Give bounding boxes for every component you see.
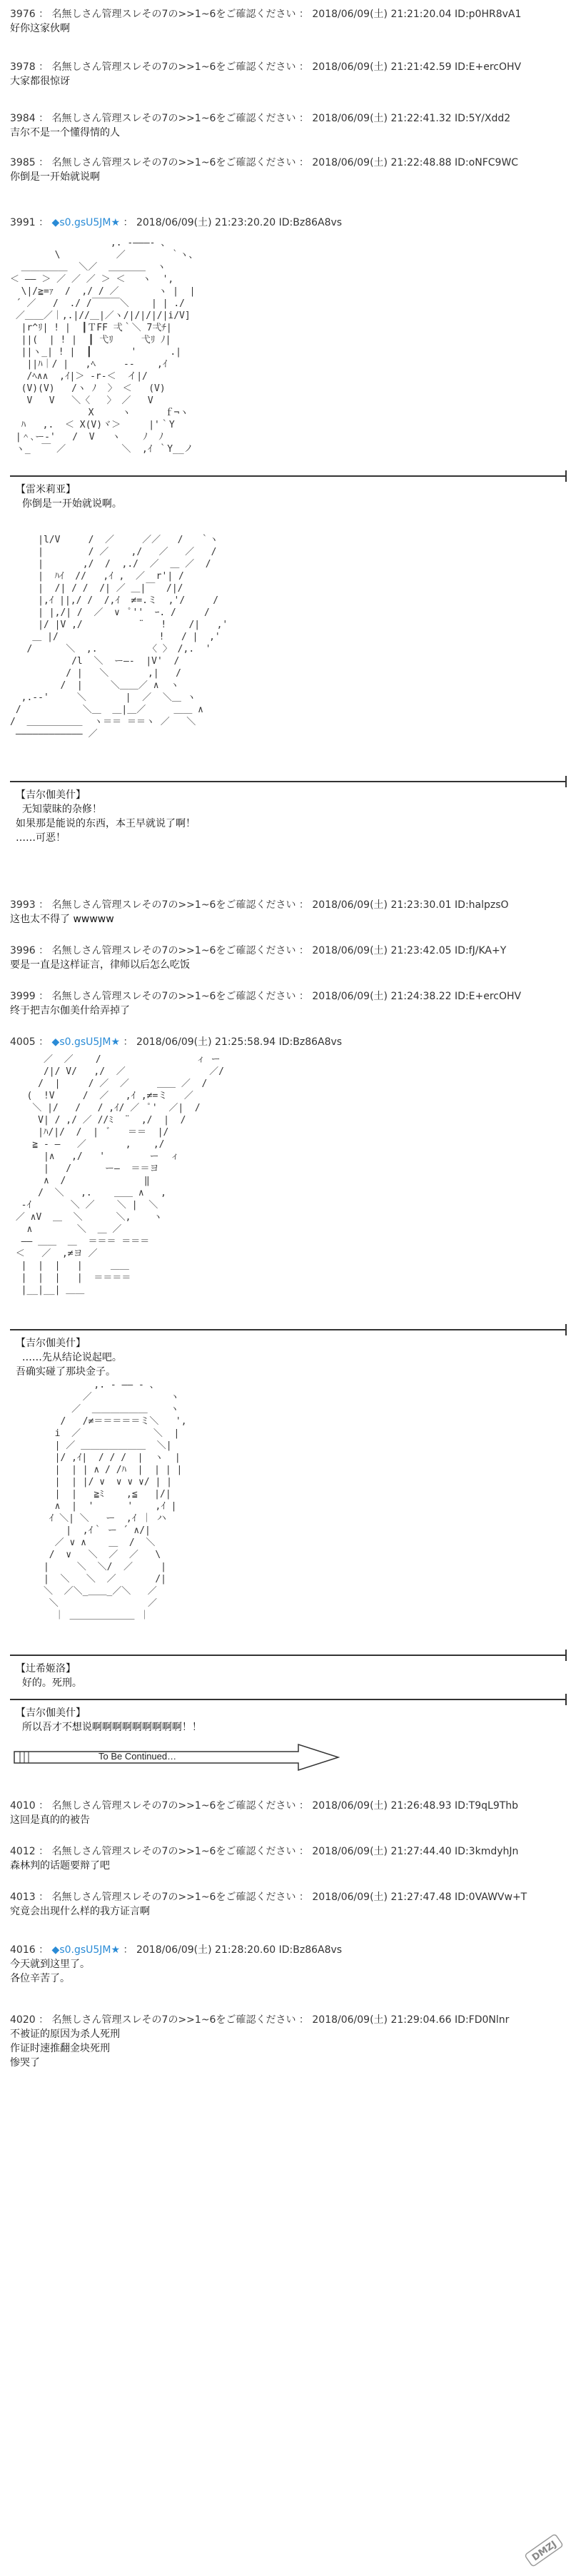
post-header: 3996 ： 名無しさん管理スレその7の>>1~6をご確認ください ： 2018/06/09(土) 21:23:42.05 ID:fJ/KA+Y (10, 945, 507, 956)
speaker-name: 【辻希姬洛】 (16, 1663, 76, 1675)
dialog-block (16, 1662, 82, 1690)
post-header: 3985 ： 名無しさん管理スレその7の>>1~6をご確認ください ： 2018/06/09(土) 21:22:48.88 ID:oNFC9WC (10, 157, 519, 168)
post-header: 3999 ： 名無しさん管理スレその7の>>1~6をご確認ください ： 2018/06/09(土) 21:24:38.22 ID:E+ercOHV (10, 991, 522, 1002)
to-be-continued-text: To Be Continued… (98, 1751, 177, 1762)
post (10, 156, 560, 184)
dialog-lines: 无知蒙昧的杂修！ 如果那是能说的东西，本王早就说了啊！ ……可恶！ (16, 804, 196, 844)
post-header: 4020 ： 名無しさん管理スレその7の>>1~6をご確認ください ： 2018/06/09(土) 21:29:04.66 ID:FD0Nlnr (10, 2014, 510, 2026)
post (10, 111, 560, 140)
divider (10, 1329, 567, 1330)
dialog-lines: 好的。死刑。 (21, 1677, 82, 1689)
to-be-continued-banner (13, 1743, 341, 1772)
post-header: 4016 ： ◆s0.gsU5JM★ ： 2018/06/09(土) 21:28:20.60 ID:Bz86A8vs (10, 1944, 343, 1956)
divider (10, 1699, 567, 1700)
post (10, 7, 560, 36)
ascii-art-judge: ,. - ―― - 、 ／ ヽ ／ ＿＿＿＿＿＿ ヽ / /≠＝＝＝＝＝ミ＼ ', i ／ ＼ | | ／ ＿＿＿＿＿＿＿ ＼| |/ ,ｲ| / / / | ヽ | | | | ∧ / /ﾊ | | | | | | |/ ∨ ∨ ∨ ∨/ | | | | ≧ﾐ ,≦ |/| ∧ | ' ' ,ｲ | ｲ ＼| ＼ ー ,ｲ ｜ ハ | ,ｲ｀ ー ´ ∧/| ／ ∨ ∧ ＿ / ＼ / ∨ ＼ ／ ／ \ | ＼ ＼/ ／ | | ＼ ＼ ／ /| ＼ ／＼_＿＿_／＼ ／ ＼ ／ ｜ ＿＿＿＿＿＿＿ ｜ (43, 1380, 187, 1621)
post-body: 今天就到这里了。 各位辛苦了。 (10, 1959, 90, 1984)
dmzj-logo-icon (522, 2530, 565, 2570)
author-name: ◆s0.gsU5JM★ (51, 1036, 121, 1048)
speaker-name: 【吉尔伽美什】 (16, 789, 86, 801)
dialog-block (16, 1706, 202, 1734)
post-author (10, 1943, 560, 1986)
speaker-name: 【吉尔伽美什】 (16, 1338, 86, 1349)
ascii-art-remilia: ,. -―――- 、 \ ／ ｀ヽ、 ＿＿＿＿＿ ＼／ ＿＿＿＿ ヽ ＜ ―― ＞ ／ ／ ／ ＞ ＜ ヽ ', \|/≧=ｧ / ,/ / ／ ヽ | | ´ ／ / ./ /￣￣￣＼ | | ./ ／＿＿／｜,.|//＿|／ヽ/|/|/|/|i/V] |r^ﾘ| ! | ┃ＴFF 弌｀＼ 7弌ﾁ| ||( | ! | ┃ 弋ﾘ 弋ﾘ ﾉ| ||ヽ_| ! | ┃ ' .| ||ﾊ｜/ | ,ﾍ -- ,ｲ /ﾍ∧∧ ,ｲ|＞ -r‐＜ イ|/ (V)(V) /ヽ ﾉ 〉 ＜ (V) V V ＼〈 〉 ／ V X ヽ ｆ¬ヽ ﾊ ,. ＜ X(V)ヾ＞ |'｀Y |＾､ー-' / V ヽ ﾉ ﾉ ヽ_ ￣ ／ ＼ ,ｲ ｀Y__ノ (10, 238, 198, 455)
post-header: 4013 ： 名無しさん管理スレその7の>>1~6をご確認ください ： 2018/06/09(土) 21:27:47.48 ID:0VAWVw+T (10, 1891, 527, 1903)
arrow-icon (13, 1743, 341, 1772)
post-author (10, 1035, 560, 1049)
post-header: 3993 ： 名無しさん管理スレその7の>>1~6をご確認ください ： 2018/06/09(土) 21:23:30.01 ID:halpzsO (10, 899, 509, 911)
post (10, 60, 560, 89)
ascii-art-gilgamesh-1: |l/V / ／ ／／ / ｀ヽ | / ／ ,/ ／ ／ / | ,/ / ,./ ／ ＿ ／ / | ﾊｲ // ,ｲ , ／ r'| / | /| / / /| ／ ＿|￣ /|/ |,ｲ ||,/ / /,ｲ ≠=.ミ ,'/ / | |,/| / ／ ∨ ﾟ'' ｰ. / / |/ |V ,/ ¨ ! /| ,' ＿ |/ ! / | ,' / ＼ ,. 〈 〉 /,. ' /l ＼ ー―‐ |V' / / | ＼ ,| / / | ＼＿＿／ ∧ ヽ ,.-‐' ＼ | ／ ＼＿ ヽ / ＼＿ ＿|＿／ ＿＿ ∧ / ＿＿＿＿＿＿ ヽ＝＝ ＝＝ヽ ／ ＼ ―――――――――――― ／ (10, 535, 228, 739)
post (10, 1799, 560, 1827)
dialog-block (16, 1336, 122, 1379)
post-header: 4010 ： 名無しさん管理スレその7の>>1~6をご確認ください ： 2018/06/09(土) 21:26:48.93 ID:T9qL9Thb (10, 1800, 519, 1812)
author-name: ◆s0.gsU5JM★ (51, 217, 121, 228)
dialog-block (16, 483, 122, 511)
post (10, 898, 560, 926)
post-body: 森林判的话题要辩了吧 (10, 1860, 110, 1872)
post-header: 3976 ： 名無しさん管理スレその7の>>1~6をご確認ください ： 2018/06/09(土) 21:21:20.04 ID:p0HR8vA1 (10, 9, 522, 20)
post-body: 不被证的原因为杀人死刑 作证时速推翻金块死刑 惨哭了 (10, 2029, 120, 2069)
author-name: ◆s0.gsU5JM★ (51, 1944, 121, 1956)
post-body: 要是一直是这样证言，律师以后怎么吃饭 (10, 959, 190, 971)
speaker-name: 【吉尔伽美什】 (16, 1707, 86, 1719)
post-header: 4005 ： ◆s0.gsU5JM★ ： 2018/06/09(土) 21:25:58.94 ID:Bz86A8vs (10, 1036, 343, 1048)
post-author (10, 216, 560, 230)
post-header: 4012 ： 名無しさん管理スレその7の>>1~6をご確認ください ： 2018/06/09(土) 21:27:44.40 ID:3kmdyhJn (10, 1846, 519, 1857)
post-body: 吉尔不是一个懂得情的人 (10, 127, 120, 138)
dialog-lines: 所以吾才不想说啊啊啊啊啊啊啊啊啊！！ (21, 1722, 202, 1733)
post (10, 1844, 560, 1873)
svg-text:DMZJ: DMZJ (530, 2539, 559, 2564)
divider (10, 781, 567, 782)
post-body: 大家都很惊讶 (10, 76, 70, 87)
dialog-lines: ……先从结论说起吧。 吾确实碰了那块金子。 (16, 1352, 122, 1378)
dialog-lines: 你倒是一开始就说啊。 (21, 498, 122, 510)
dialog-block (16, 788, 196, 845)
post-body: 这回是真的的被告 (10, 1814, 90, 1826)
watermark-logo (522, 2530, 565, 2570)
post-header: 3978 ： 名無しさん管理スレその7の>>1~6をご確認ください ： 2018/06/09(土) 21:21:42.59 ID:E+ercOHV (10, 61, 522, 73)
post-header: 3991 ： ◆s0.gsU5JM★ ： 2018/06/09(土) 21:23:20.20 ID:Bz86A8vs (10, 217, 343, 228)
post-body: 终于把吉尔伽美什给弄掉了 (10, 1005, 130, 1016)
divider (10, 475, 567, 477)
post-body: 这也太不得了 wwwww (10, 914, 114, 925)
post (10, 1890, 560, 1919)
post-body: 好你这家伙啊 (10, 23, 70, 34)
post-header: 3984 ： 名無しさん管理スレその7の>>1~6をご確認ください ： 2018/06/09(土) 21:22:41.32 ID:5Y/Xdd2 (10, 113, 511, 124)
post-body: 你倒是一开始就说啊 (10, 171, 100, 183)
speaker-name: 【雷米莉亚】 (16, 484, 76, 495)
ascii-art-gilgamesh-2: ／ ／ / ィ ー /|/ V/ ,/ ／ ／/ / | / ／ ／ ＿＿ ／ / ( !V / ／ ,ｲ ,≠=ミ ／ ＼ |/ / / ,ｲ/ ／ ﾟ' ／| / V| / ,/ ／ //ﾐ ¨ ,/ | / |ﾊ/|/ / | ﾞ ＝＝ |/ ≧ - ― ／ , ,/ |∧ ,/ ' ー ィ | / ー― ＝＝ヨ ∧ / ‖ / ＼ ,. ＿＿ ∧ , -ｲ ＼ ／ ＼ | ＼ ／ ∧V ＿ ＼ ＼, ヽ ∧ ＼ ＿ ／ ―― ＿＿ ＿ ＝＝＝ ＝＝＝ ＜ ／ ,≠ヨ ／ | | | | ＿＿ | | | | ＝＝＝＝ |__|__| ＿＿ (15, 1054, 224, 1295)
post (10, 989, 560, 1018)
divider (10, 1655, 567, 1656)
post (10, 2013, 560, 2070)
post (10, 944, 560, 972)
post-body: 究竟会出现什么样的我方证言啊 (10, 1906, 150, 1917)
